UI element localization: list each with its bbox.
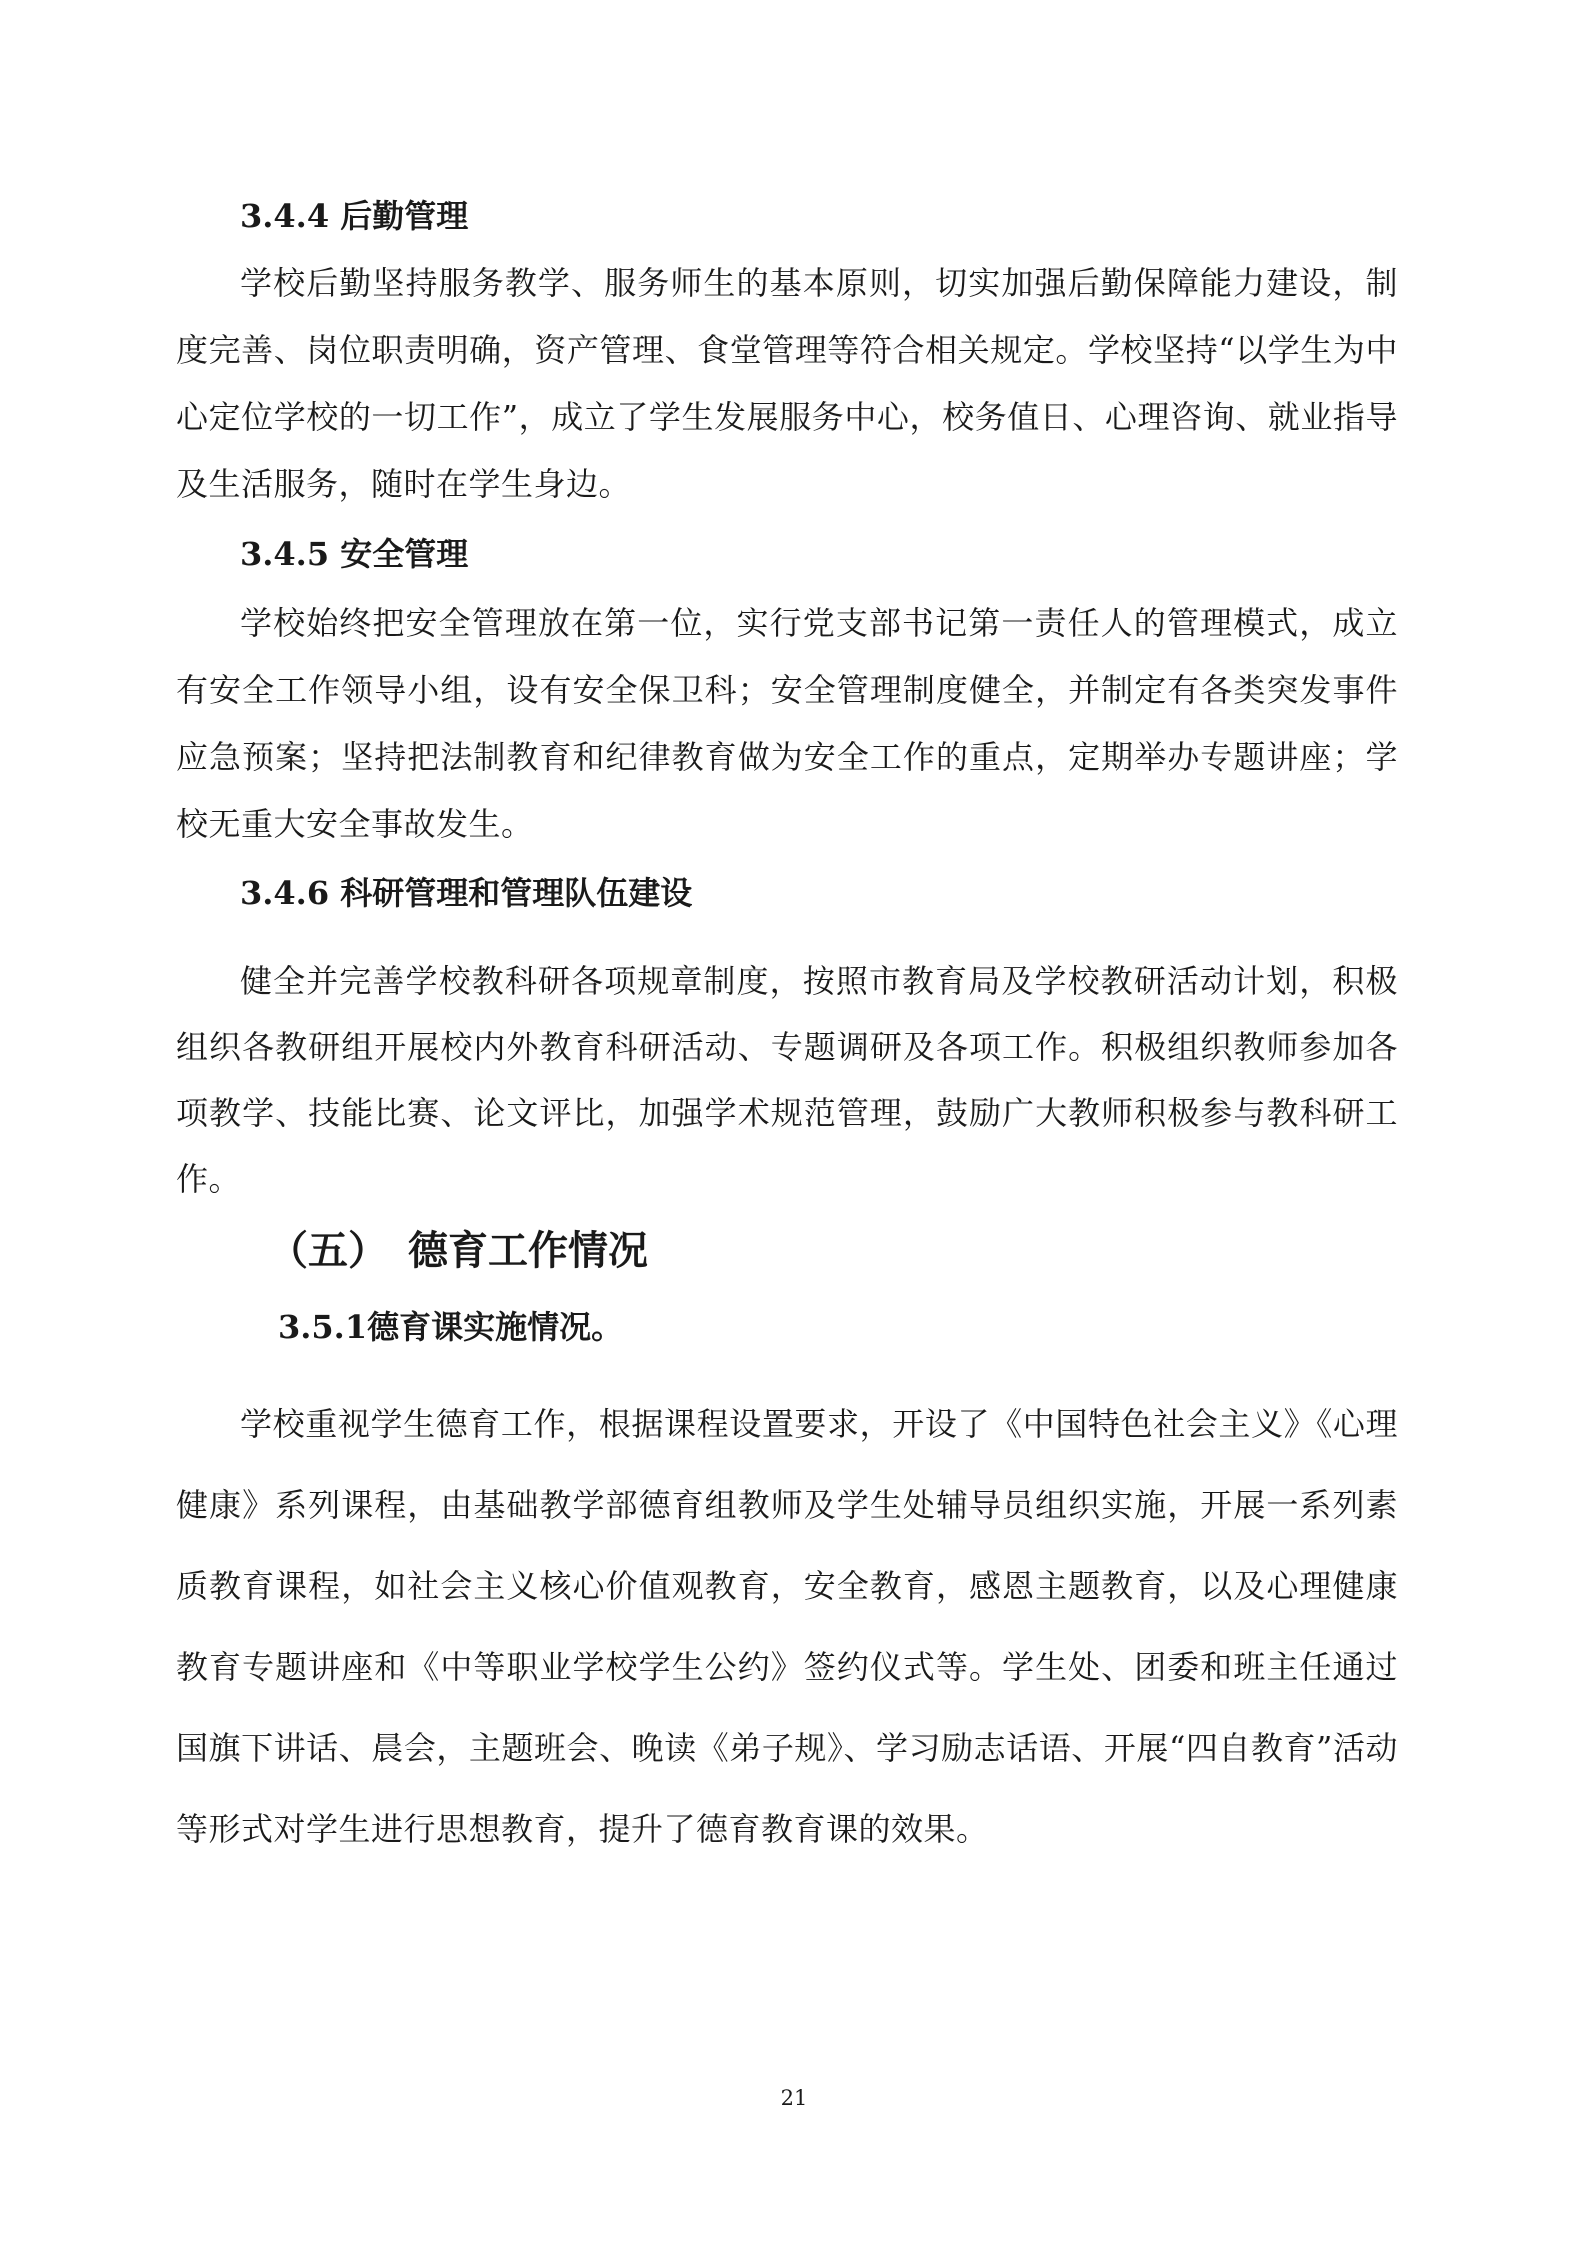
heading-3-5-1: 3.5.1德育课实施情况。 [278, 1308, 624, 1346]
heading-3-4-5: 3.4.5 安全管理 [240, 535, 469, 573]
paragraph-safety: 学校始终把安全管理放在第一位，实行党支部书记第一责任人的管理模式，成立有安全工作领导小组，设有安全保卫科；安全管理制度健全，并制定有各类突发事件应急预案；坚持把法制教育和纪律教育做为安全工作的重点，定期举办专题讲座；学校无重大安全事故发生。 [176, 604, 1398, 843]
heading-3-4-6: 3.4.6 科研管理和管理队伍建设 [240, 874, 693, 912]
paragraph-research: 健全并完善学校教科研各项规章制度，按照市教育局及学校教研活动计划，积极组织各教研组开展校内外教育科研活动、专题调研及各项工作。积极组织教师参加各项教学、技能比赛、论文评比，加强学术规范管理，鼓励广大教师积极参与教科研工作。 [176, 962, 1398, 1198]
paragraph-moral-courses: 学校重视学生德育工作，根据课程设置要求，开设了《中国特色社会主义》《心理健康》系列课程，由基础教学部德育组教师及学生处辅导员组织实施，开展一系列素质教育课程，如社会主义核心价值观教育，安全教育，感恩主题教育，以及心理健康教育专题讲座和《中等职业学校学生公约》签约仪式等。学生处、团委和班主任通过国旗下讲话、晨会，主题班会、晚读《弟子规》、学习励志话语、开展“四自教育”活动等形式对学生进行思想教育，提升了德育教育课的效果。 [176, 1405, 1398, 1848]
heading-3-4-4: 3.4.4 后勤管理 [240, 197, 469, 235]
page-number: 21 [780, 2086, 808, 2110]
section-title-moral-education: （五） 德育工作情况 [268, 1227, 648, 1274]
paragraph-logistics: 学校后勤坚持服务教学、服务师生的基本原则，切实加强后勤保障能力建设，制度完善、岗位职责明确，资产管理、食堂管理等符合相关规定。学校坚持“以学生为中心定位学校的一切工作”，成立了学生发展服务中心，校务值日、心理咨询、就业指导及生活服务，随时在学生身边。 [176, 264, 1398, 503]
